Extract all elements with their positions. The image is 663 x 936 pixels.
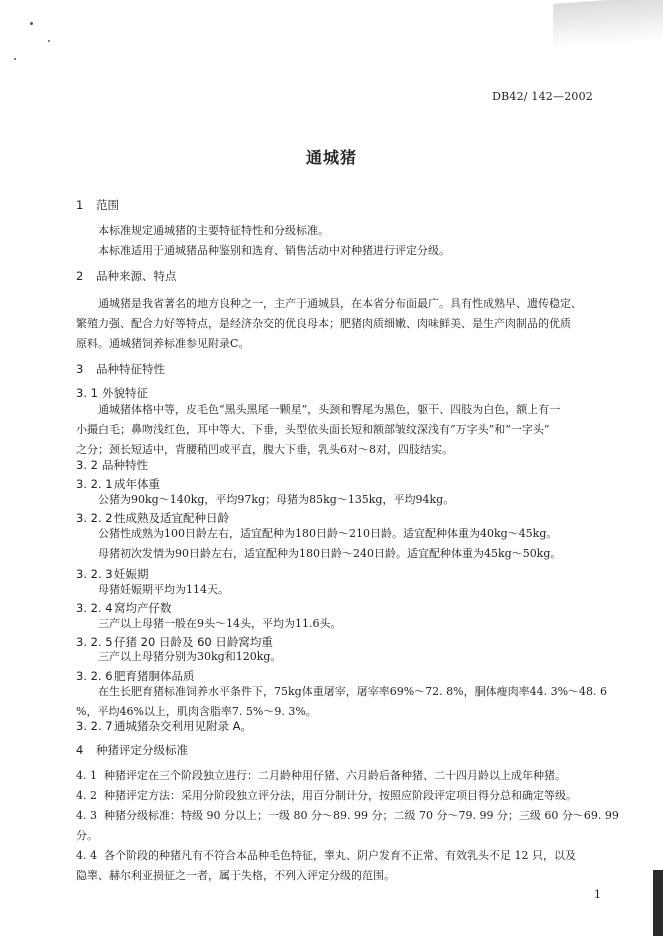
subsection-heading: 3. 2. 3妊娠期 [76,567,149,581]
subsection-heading: 3. 2. 7通城猪杂交利用见附录 A。 [76,719,253,733]
subsection-heading: 3. 2. 5仔猪 20 日龄及 60 日龄窝均重 [76,635,273,649]
scan-speck [48,40,50,42]
subsection-heading: 3. 2. 6肥育猪胴体品质 [76,669,195,683]
scan-smudge [553,0,663,49]
clause-line: 4. 2 种猪评定方法：采用分阶段独立评分法，用百分制计分，按照应阶段评定项目得分总和确定等级。 [76,789,577,802]
paragraph-line: 本标准规定通城猪的主要特征特性和分级标准。 [98,224,329,237]
section-heading: 1 范围 [76,198,119,212]
paragraph-line: 之分；颈长短适中，背腰稍凹或平直，腹大下垂，乳头6对～8对，四肢结实。 [76,443,453,456]
section-heading: 2 品种来源、特点 [76,269,177,283]
subsection-heading: 3. 1 外貌特征 [76,386,148,400]
subsection-heading: 3. 2. 1成年体重 [76,477,160,491]
clause-line: 4. 4 各个阶段的种猪凡有不符合本品种毛色特征，睾丸、阴户发育不正常、有效乳头不足 12 只，以及 [76,849,576,862]
section-heading: 4 种猪评定分级标准 [76,743,188,757]
clause-line: 隐睾、赫尔利亚损征之一者，属于失格，不列入评定分级的范围。 [76,869,395,882]
paragraph-line: 公猪为90kg～140kg，平均97kg；母猪为85kg～135kg，平均94kg。 [98,493,455,506]
paragraph-line: 母猪初次发情为90日龄左右，适宜配种为180日龄～240日龄。适宜配种体重为45kg～50kg。 [98,547,562,560]
paragraph-line: 繁殖力强、配合力好等特点，是经济杂交的优良母本；肥猪肉质细嫩、肉味鲜美、是生产肉制品的优质 [76,317,571,330]
clause-line: 4. 3 种猪分级标准：特级 90 分以上；一级 80 分～89. 99 分；二级 70 分～79. 99 分；三级 60 分～69. 99 [76,809,619,822]
subsection-heading: 3. 2 品种特性 [76,458,148,472]
paragraph-line: %，平均46%以上，肌肉含脂率7. 5%～9. 3%。 [76,705,317,718]
section-heading: 3 品种特征特性 [76,362,165,376]
clause-line: 分。 [76,829,98,842]
paragraph-line: 母猪妊娠期平均为114天。 [98,583,229,596]
paragraph-line: 通城猪体格中等，皮毛色“黑头黑尾一颗星”，头颈和臀尾为黑色，躯干、四肢为白色，额上有一 [98,403,561,416]
subsection-heading: 3. 2. 4窝均产仔数 [76,601,172,615]
paragraph-line: 三产以上母猪一般在9头～14头，平均为11.6头。 [98,617,342,630]
scan-speck [14,58,16,60]
paragraph-line: 本标准适用于通城猪品种鉴别和选育、销售活动中对种猪进行评定分级。 [98,244,450,257]
paragraph-line: 三产以上母猪分别为30kg和120kg。 [98,650,282,663]
scan-speck [30,22,33,25]
paragraph-line: 公猪性成熟为100日龄左右，适宜配种为180日龄～210日龄。适宜配种体重为40kg～45kg。 [98,527,558,540]
paragraph-line: 通城猪是我省著名的地方良种之一，主产于通城县，在本省分布面最广。具有性成熟早、遗传稳定、 [98,297,582,310]
document-code: DB42/ 142—2002 [492,90,593,103]
page-number: 1 [594,888,601,901]
clause-line: 4. 1 种猪评定在三个阶段独立进行：二月龄种用仔猪、六月龄后备种猪、二十四月龄以上成年种猪。 [76,769,566,782]
paragraph-line: 小撮白毛；鼻吻浅红色，耳中等大、下垂，头型依头面长短和额部皱纹深浅有“万字头”和“一字头” [76,423,550,436]
subsection-heading: 3. 2. 2性成熟及适宜配种日龄 [76,511,229,525]
document-title: 通城猪 [305,148,357,167]
scan-edge [653,870,663,936]
paragraph-line: 原料。通城猪饲养标准参见附录C。 [76,337,250,350]
paragraph-line: 在生长肥育猪标准饲养水平条件下，75kg体重屠宰，屠宰率69%～72. 8%，胴体瘦肉率44. 3%～48. 6 [98,685,608,698]
